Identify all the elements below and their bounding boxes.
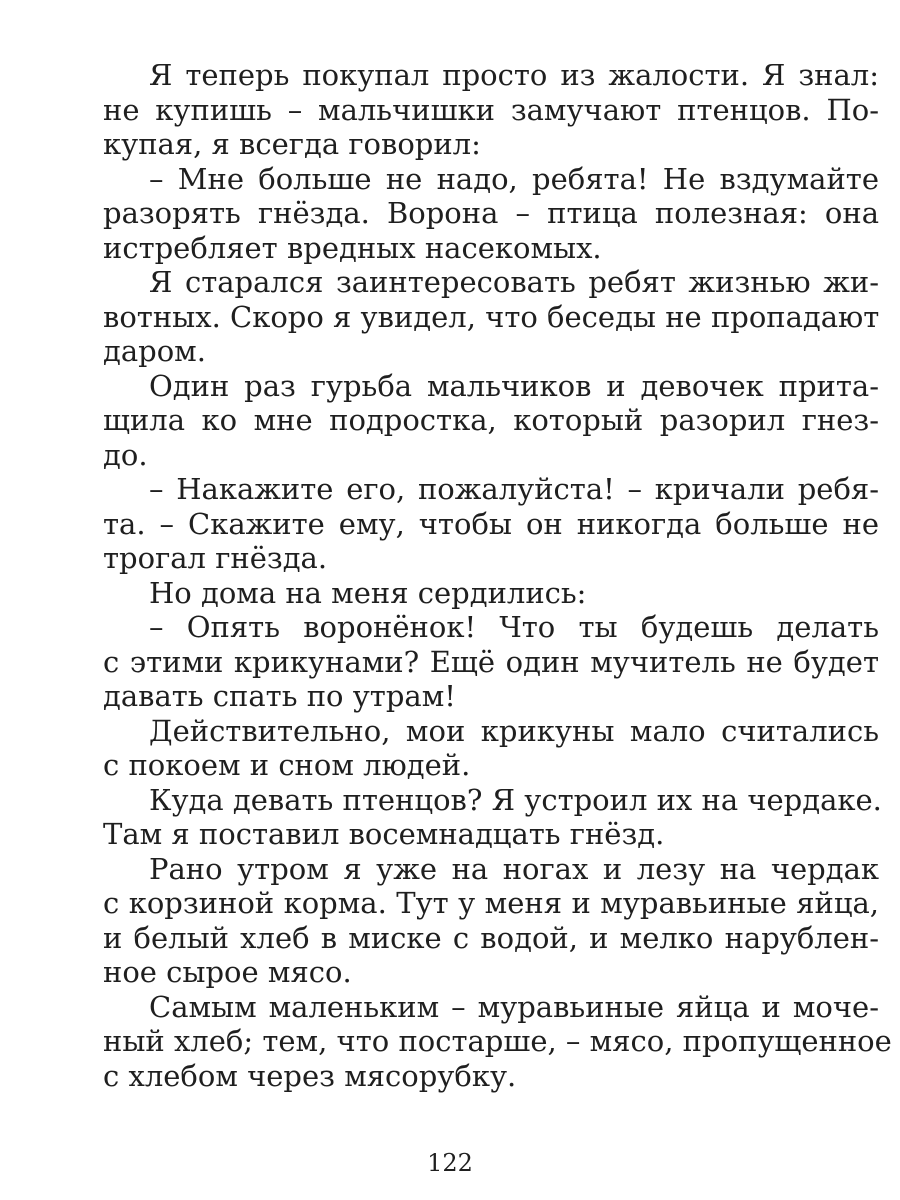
text-line: ный хлеб; тем, что постарше, – мясо, пропущенное bbox=[103, 1024, 892, 1058]
text-line: и белый хлеб в миске с водой, и мелко нарублен- bbox=[103, 920, 879, 955]
paragraph bbox=[103, 162, 879, 266]
paragraph bbox=[103, 576, 879, 611]
text-line: истребляет вредных насекомых. bbox=[103, 230, 602, 265]
text-line: ное сырое мясо. bbox=[103, 955, 352, 989]
text-line: даром. bbox=[103, 334, 206, 368]
text-line: с хлебом через мясорубку. bbox=[103, 1058, 517, 1093]
text-line: разорять гнёзда. Ворона – птица полезная: она bbox=[103, 196, 879, 230]
text-line: – Мне больше не надо, ребята! Не вздумайте bbox=[149, 161, 879, 196]
paragraph bbox=[103, 714, 879, 783]
text-line: Рано утром я уже на ногах и лезу на чердак bbox=[149, 851, 879, 886]
text-line: Я старался заинтересовать ребят жизнью жи- bbox=[149, 265, 879, 299]
text-line: Самым маленьким – муравьиные яйца и моче- bbox=[149, 989, 879, 1024]
text-line: до. bbox=[103, 437, 148, 472]
text-line: Один раз гурьба мальчиков и девочек прита- bbox=[149, 368, 879, 403]
text-line: вотных. Скоро я увидел, что беседы не пропадают bbox=[103, 299, 880, 334]
paragraph bbox=[103, 782, 882, 852]
book-page-text bbox=[103, 58, 892, 1098]
text-line: – Опять воронёнок! Что ты будешь делать bbox=[149, 610, 879, 644]
paragraph bbox=[103, 852, 879, 990]
text-line: Куда девать птенцов? Я устроил их на чердаке. bbox=[149, 782, 882, 817]
paragraph bbox=[103, 989, 892, 1094]
text-line: Там я поставил восемнадцать гнёзд. bbox=[103, 817, 665, 851]
text-line: Но дома на меня сердились: bbox=[149, 575, 587, 610]
text-line: трогал гнёзда. bbox=[103, 541, 328, 575]
paragraph bbox=[103, 610, 879, 714]
text-line: та. – Скажите ему, чтобы он никогда больше не bbox=[103, 506, 879, 541]
paragraph bbox=[103, 58, 879, 162]
text-line: с корзиной корма. Тут у меня и муравьиные яйца, bbox=[103, 886, 879, 920]
text-line: с этими крикунами? Ещё один мучитель не будет bbox=[103, 644, 879, 679]
page-number: 122 bbox=[427, 1149, 473, 1177]
text-line: Я теперь покупал просто из жалости. Я знал: bbox=[149, 58, 879, 92]
text-line: щила ко мне подростка, который разорил гнез- bbox=[103, 403, 879, 437]
text-line: – Накажите его, пожалуйста! – кричали ребя- bbox=[149, 472, 879, 506]
text-line: не купишь – мальчишки замучают птенцов. По- bbox=[103, 92, 879, 127]
text-line: купая, я всегда говорил: bbox=[103, 127, 481, 161]
paragraph bbox=[103, 265, 879, 369]
text-line: с покоем и сном людей. bbox=[103, 748, 471, 782]
paragraph bbox=[103, 472, 879, 576]
text-line: Действительно, мои крикуны мало считались bbox=[149, 713, 879, 748]
text-line: давать спать по утрам! bbox=[103, 679, 456, 713]
paragraph bbox=[103, 369, 879, 473]
